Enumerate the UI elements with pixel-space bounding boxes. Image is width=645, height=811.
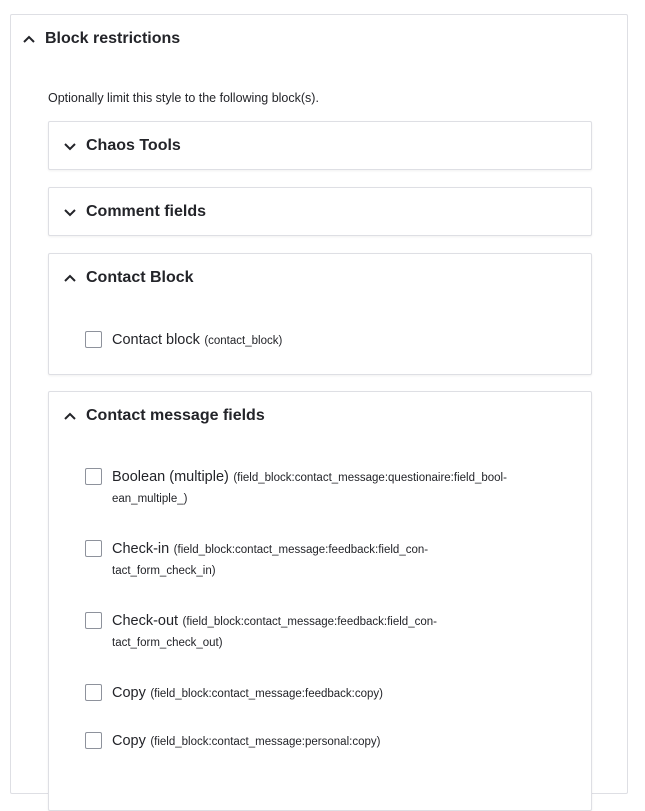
checkbox-label: Check-out [112,613,179,629]
checkbox-label: Contact block [112,332,200,348]
machine-name-continued: tact_form_check_out) [112,637,223,649]
checkbox-label: Check-in [112,541,170,557]
chevron-down-icon [62,204,78,220]
group-comment-fields [48,187,592,236]
machine-name-continued: ean_multiple_) [112,493,188,505]
group-contact-block [48,253,592,375]
checkbox-item[interactable] [85,331,282,350]
machine-name: (field_block:contact_message:questionaire:field_bool- [233,472,507,484]
checkbox[interactable] [85,468,102,485]
block-restrictions-title: Block restrictions [45,30,181,47]
group-chaos-tools-title: Chaos Tools [86,137,181,154]
group-contact-block-summary[interactable] [62,269,194,287]
group-comment-fields-summary[interactable] [62,203,206,221]
group-chaos-tools-summary[interactable] [62,137,181,155]
chevron-up-icon [62,408,78,424]
checkbox[interactable] [85,612,102,629]
group-contact-message-fields [48,391,592,811]
chevron-up-icon [21,31,37,47]
group-comment-fields-title: Comment fields [86,203,207,220]
checkbox-item[interactable] [85,612,437,649]
chevron-up-icon [62,270,78,286]
checkbox-label: Boolean (multiple) [112,469,229,485]
checkbox-item[interactable] [85,540,429,577]
checkbox[interactable] [85,732,102,749]
group-contact-message-fields-title: Contact message fields [86,407,265,424]
block-restrictions-summary[interactable] [21,29,180,49]
checkbox-label: Copy [112,733,146,749]
machine-name: (field_block:contact_message:feedback:field_con- [182,616,437,628]
block-restrictions-description: Optionally limit this style to the following block(s). [48,91,319,105]
checkbox-item[interactable] [85,732,380,751]
checkbox[interactable] [85,540,102,557]
checkbox-item[interactable] [85,468,507,505]
machine-name: (contact_block) [204,335,283,347]
machine-name: (field_block:contact_message:feedback:copy) [150,688,383,700]
chevron-down-icon [62,138,78,154]
group-contact-block-title: Contact Block [86,269,194,286]
group-contact-message-fields-summary[interactable] [62,407,265,425]
checkbox[interactable] [85,331,102,348]
block-restrictions-details [10,14,628,794]
machine-name: (field_block:contact_message:personal:copy) [150,736,381,748]
group-chaos-tools [48,121,592,170]
checkbox[interactable] [85,684,102,701]
machine-name: (field_block:contact_message:feedback:field_con- [173,544,429,556]
checkbox-item[interactable] [85,684,383,703]
checkbox-label: Copy [112,685,146,701]
machine-name-continued: tact_form_check_in) [112,565,216,577]
